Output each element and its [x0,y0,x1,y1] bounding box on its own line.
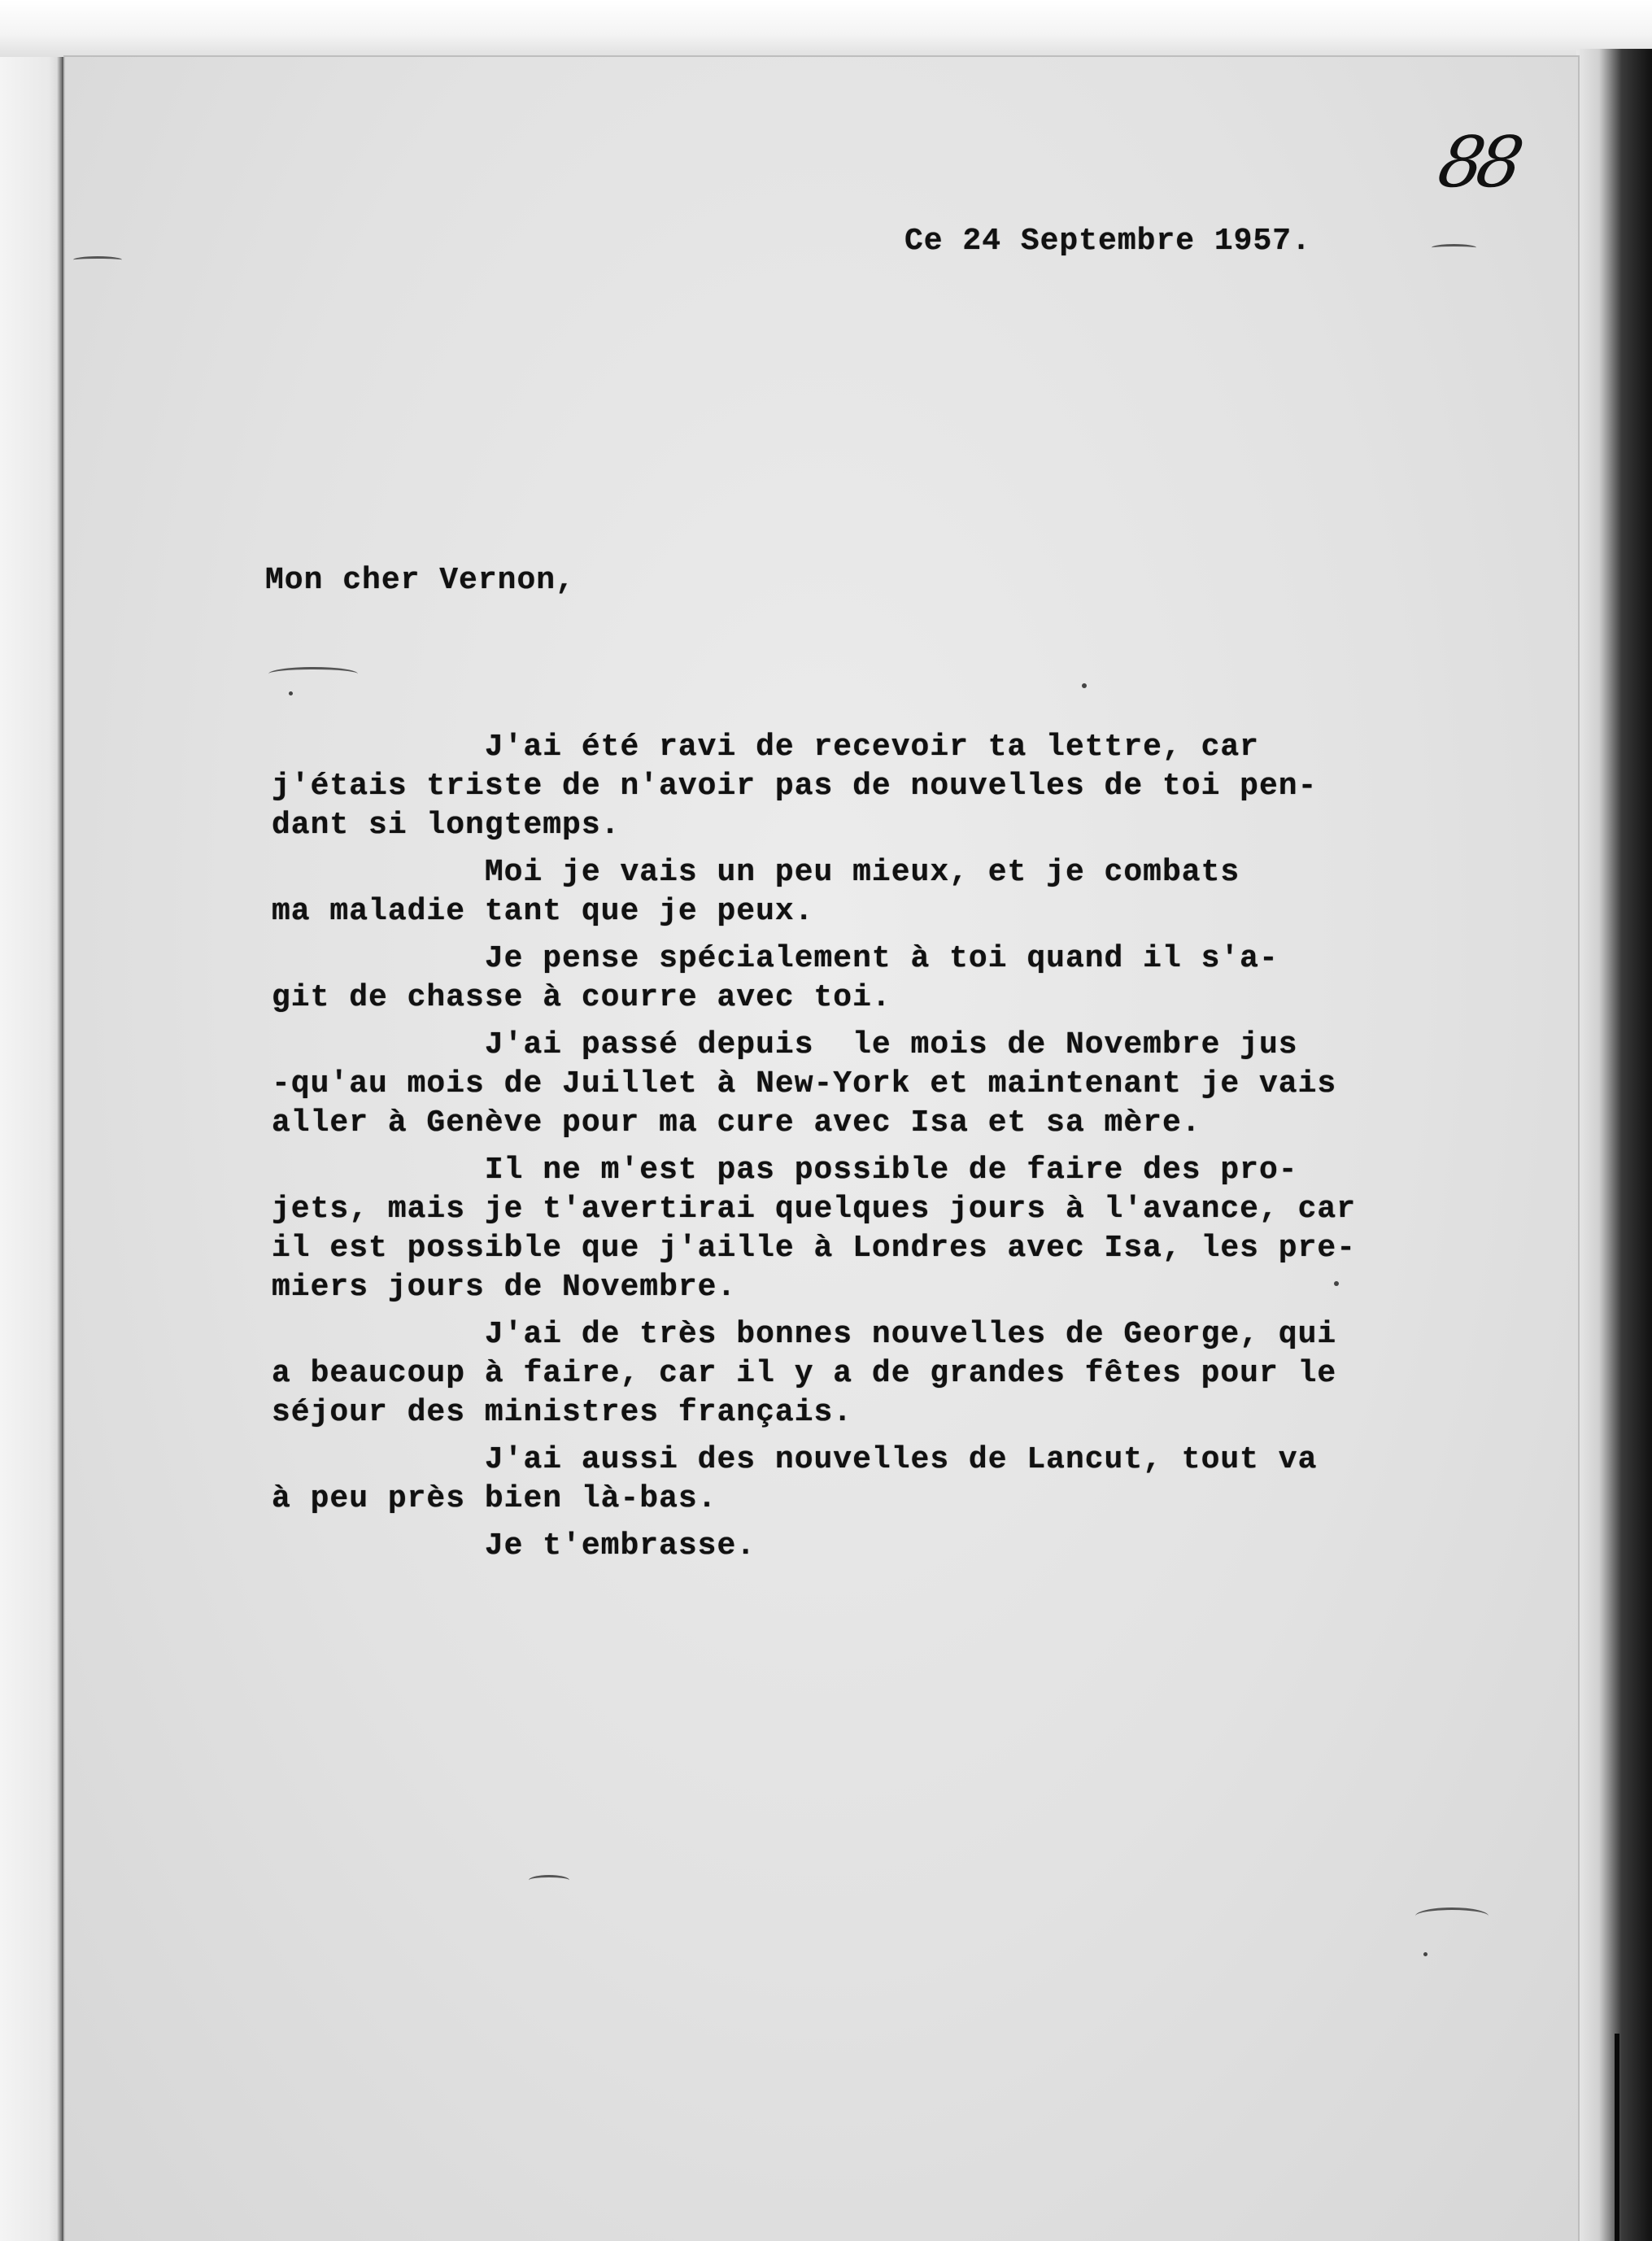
text-line: il est possible que j'aille à Londres avec Isa, les pre- [272,1231,1357,1266]
folio-number: 88 [1432,122,1523,203]
text-line: J'ai de très bonnes nouvelles de George, qui [272,1317,1337,1352]
text-line: a beaucoup à faire, car il y a de grandes fêtes pour le [272,1356,1337,1391]
letter-body [272,728,1508,1566]
paragraph [272,1315,1508,1432]
text-line: J'ai aussi des nouvelles de Lancut, tout va [272,1442,1318,1477]
text-line: Je pense spécialement à toi quand il s'a- [272,941,1279,976]
scan-smudge [1415,1907,1489,1925]
date-line: Ce 24 Septembre 1957. [904,224,1311,259]
text-line: miers jours de Novembre. [272,1270,737,1305]
scan-speck [1423,1952,1428,1956]
salutation: Mon cher Vernon, [265,563,575,598]
text-line: Je t'embrasse. [272,1528,756,1563]
paragraph [272,1026,1508,1143]
scan-smudge [268,667,358,681]
paragraph [272,1441,1508,1519]
text-line: J'ai été ravi de recevoir ta lettre, car [272,730,1259,765]
text-line: Moi je vais un peu mieux, et je combats [272,855,1240,890]
text-line: J'ai passé depuis le mois de Novembre jus [272,1027,1298,1062]
scan-speck [289,691,293,695]
text-line: jets, mais je t'avertirai quelques jours à l'avance, car [272,1192,1357,1227]
scan-speck [1082,683,1087,688]
scan-edge-line [1615,2034,1619,2241]
paragraph [272,728,1508,845]
paragraph [272,853,1508,931]
text-line: j'étais triste de n'avoir pas de nouvelles de toi pen- [272,769,1318,804]
text-line: git de chasse à courre avec toi. [272,980,891,1015]
text-line: séjour des ministres français. [272,1395,853,1430]
scan-right-edge [1576,49,1652,2241]
text-line: à peu près bien là-bas. [272,1481,717,1516]
scan-smudge [73,256,122,264]
scan-speck [1334,1281,1339,1286]
text-line: dant si longtemps. [272,808,621,843]
paragraph [272,1151,1508,1307]
paragraph [272,1527,1508,1566]
scan-smudge [1432,244,1476,251]
text-line: -qu'au mois de Juillet à New-York et maintenant je vais [272,1066,1337,1101]
scan-top-edge [0,0,1652,57]
text-line: aller à Genève pour ma cure avec Isa et sa mère. [272,1105,1201,1140]
paragraph [272,940,1508,1018]
text-line: ma maladie tant que je peux. [272,894,814,929]
scan-smudge [529,1875,569,1886]
text-line: Il ne m'est pas possible de faire des pro- [272,1153,1298,1188]
